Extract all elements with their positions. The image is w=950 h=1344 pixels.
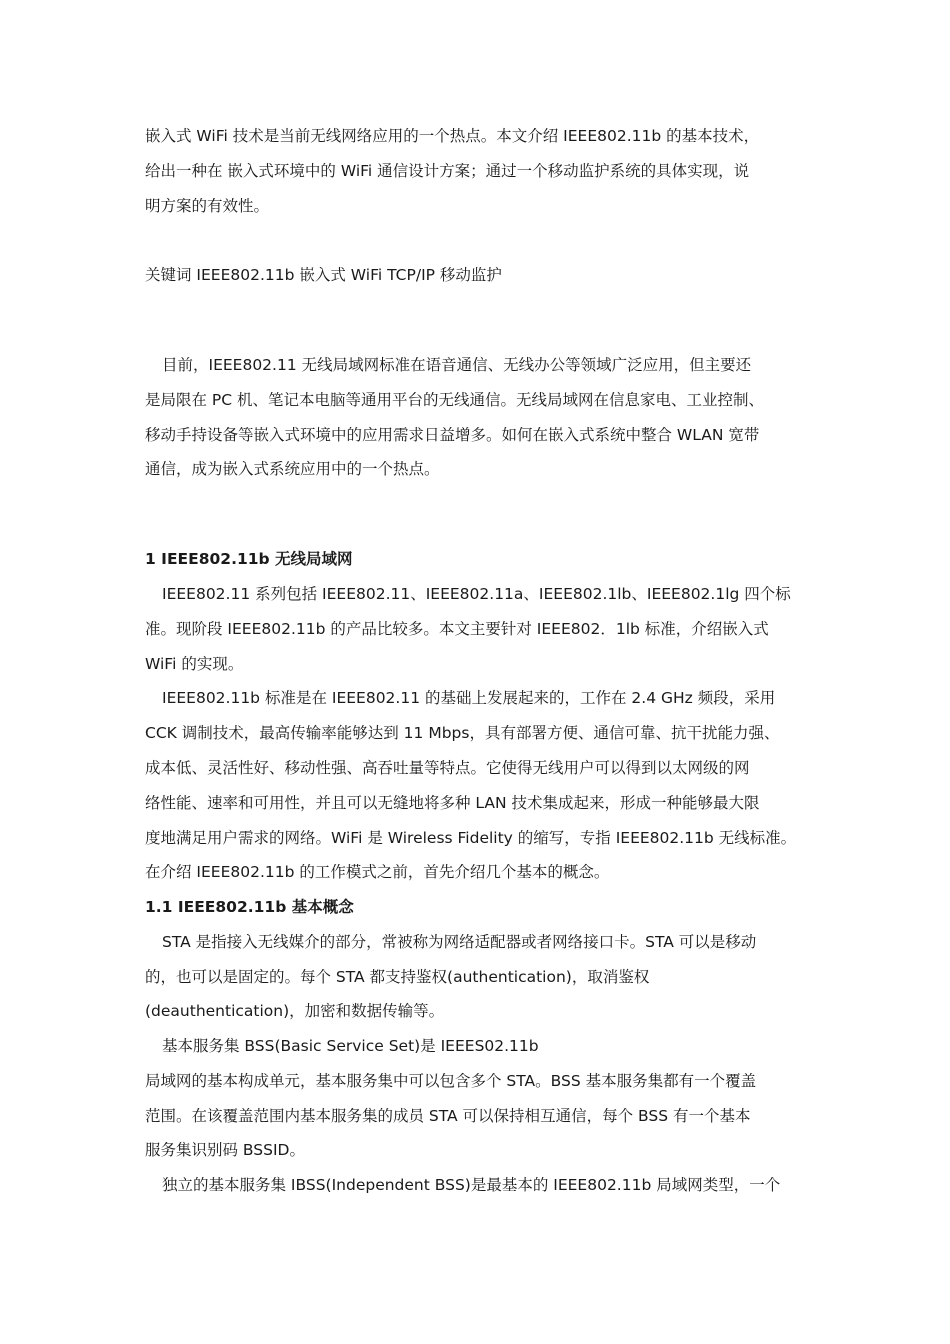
intro-line-4: 通信，成为嵌入式系统应用中的一个热点。	[145, 460, 440, 478]
section-1-para-1-line-2: 准。现阶段 IEEE802.11b 的产品比较多。本文主要针对 IEEE802．1lb 标准，介绍嵌入式	[145, 620, 769, 638]
section-1-1-para-3-line-1: 独立的基本服务集 IBSS(Independent BSS)是最基本的 IEEE802.11b 局域网类型，一个	[162, 1176, 781, 1194]
section-1-heading: 1 IEEE802.11b 无线局域网	[145, 550, 353, 568]
abstract-line-2: 给出一种在 嵌入式环境中的 WiFi 通信设计方案；通过一个移动监护系统的具体实现，说	[145, 162, 750, 180]
section-1-para-2-line-5: 度地满足用户需求的网络。WiFi 是 Wireless Fidelity 的缩写，专指 IEEE802.11b 无线标准。	[145, 829, 797, 847]
section-1-1-para-1-line-3: (deauthentication)，加密和数据传输等。	[145, 1002, 445, 1020]
keywords-line: 关键词 IEEE802.11b 嵌入式 WiFi TCP/IP 移动监护	[145, 266, 502, 284]
section-1-para-1-line-1: IEEE802.11 系列包括 IEEE802.11、IEEE802.11a、IEEE802.1lb、IEEE802.1lg 四个标	[162, 585, 791, 603]
intro-line-3: 移动手持设备等嵌入式环境中的应用需求日益增多。如何在嵌入式系统中整合 WLAN 宽带	[145, 426, 760, 444]
section-1-1-para-1-line-2: 的，也可以是固定的。每个 STA 都支持鉴权(authentication)，取消鉴权	[145, 968, 650, 986]
intro-line-1: 目前，IEEE802.11 无线局域网标准在语音通信、无线办公等领域广泛应用，但主要还	[162, 356, 752, 374]
section-1-para-2-line-3: 成本低、灵活性好、移动性强、高吞吐量等特点。它使得无线用户可以得到以太网级的网	[145, 759, 750, 777]
section-1-para-2-line-6: 在介绍 IEEE802.11b 的工作模式之前，首先介绍几个基本的概念。	[145, 863, 610, 881]
abstract-line-1: 嵌入式 WiFi 技术是当前无线网络应用的一个热点。本文介绍 IEEE802.11b 的基本技术，	[145, 127, 760, 145]
section-1-1-para-2-line-1: 基本服务集 BSS(Basic Service Set)是 IEEES02.11b	[162, 1037, 539, 1055]
section-1-1-para-2-line-4: 服务集识别码 BSSID。	[145, 1141, 305, 1159]
section-1-para-2-line-1: IEEE802.11b 标准是在 IEEE802.11 的基础上发展起来的，工作在 2.4 GHz 频段，采用	[162, 689, 776, 707]
intro-line-2: 是局限在 PC 机、笔记本电脑等通用平台的无线通信。无线局域网在信息家电、工业控制、	[145, 391, 765, 409]
section-1-1-heading: 1.1 IEEE802.11b 基本概念	[145, 898, 354, 916]
section-1-1-para-2-line-3: 范围。在该覆盖范围内基本服务集的成员 STA 可以保持相互通信，每个 BSS 有一个基本	[145, 1107, 751, 1125]
section-1-1-para-2-line-2: 局域网的基本构成单元，基本服务集中可以包含多个 STA。BSS 基本服务集都有一个覆盖	[145, 1072, 757, 1090]
section-1-para-2-line-2: CCK 调制技术，最高传输率能够达到 11 Mbps，具有部署方便、通信可靠、抗干扰能力强、	[145, 724, 780, 742]
abstract-line-3: 明方案的有效性。	[145, 197, 270, 215]
section-1-1-para-1-line-1: STA 是指接入无线媒介的部分，常被称为网络适配器或者网络接口卡。STA 可以是移动	[162, 933, 757, 951]
section-1-para-1-line-3: WiFi 的实现。	[145, 655, 244, 673]
section-1-para-2-line-4: 络性能、速率和可用性，并且可以无缝地将多种 LAN 技术集成起来，形成一种能够最大限	[145, 794, 760, 812]
